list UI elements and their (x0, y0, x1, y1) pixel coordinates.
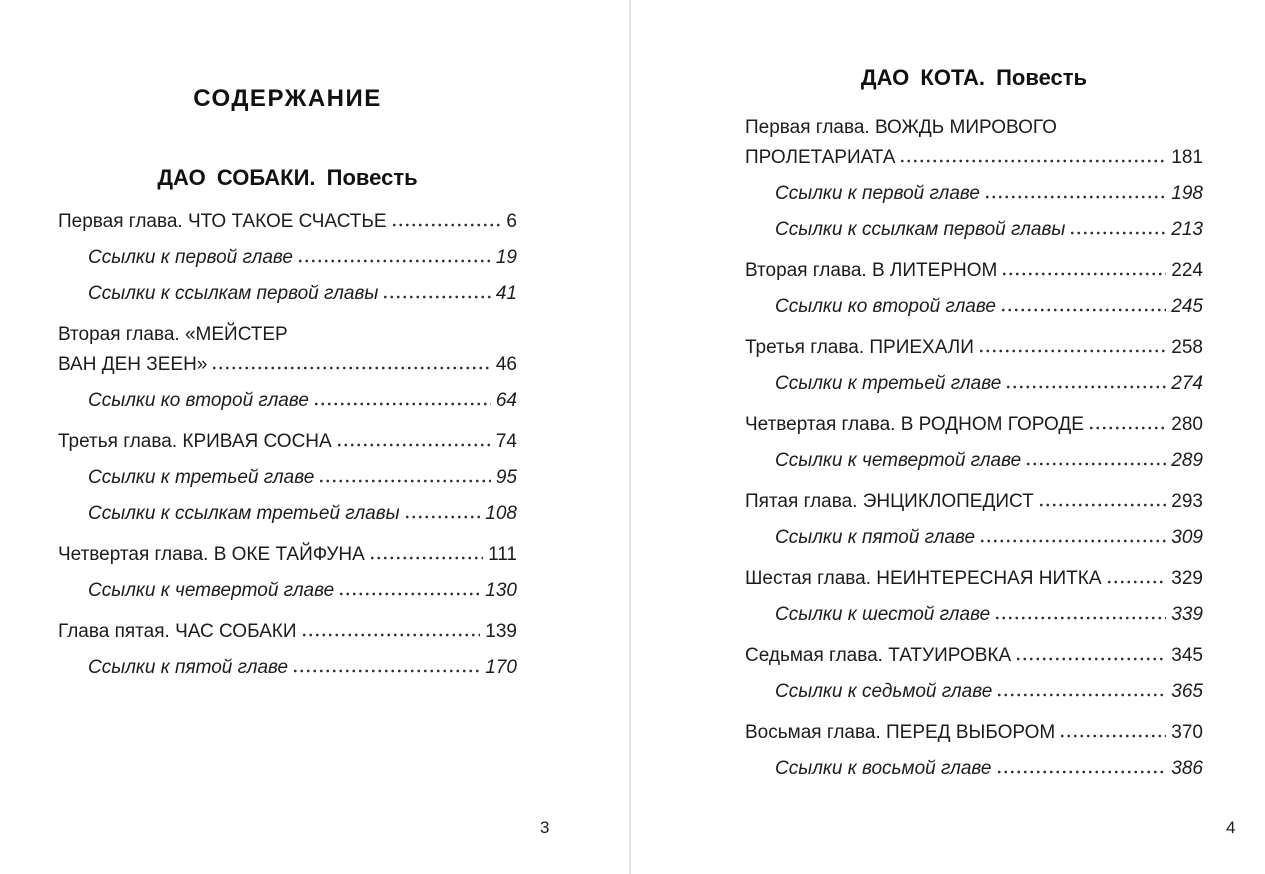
left-section-heading: ДАО СОБАКИ. Повесть (157, 165, 418, 190)
chapter-label: Пятая глава. ЭНЦИКЛОПЕДИСТ (745, 491, 1034, 512)
ref-label: Ссылки к третьей главе (88, 467, 315, 488)
left-page (58, 0, 517, 683)
entry-page-number: 74 (495, 431, 517, 452)
toc-ref-entry (58, 653, 517, 683)
dot-leader (996, 693, 1166, 697)
chapter-label: Четвертая глава. В ОКЕ ТАЙФУНА (58, 544, 365, 565)
dot-leader (1001, 272, 1166, 276)
entry-page-number: 386 (1171, 758, 1203, 779)
dot-leader (338, 592, 480, 596)
toc-chapter-entry (745, 718, 1203, 748)
dot-leader (1038, 503, 1167, 507)
ref-label: Ссылки ко второй главе (775, 296, 996, 317)
dot-leader (1106, 580, 1167, 584)
toc-chapter-entry (745, 113, 1203, 173)
ref-label: Ссылки ко второй главе (88, 390, 309, 411)
dot-leader (313, 402, 491, 406)
toc-ref-entry (745, 446, 1203, 476)
entry-page-number: 6 (506, 211, 517, 232)
dot-leader (369, 556, 483, 560)
entry-page-number: 224 (1171, 260, 1203, 281)
dot-leader (1069, 231, 1166, 235)
entry-page-number: 41 (495, 283, 517, 304)
entry-page-number: 280 (1171, 414, 1203, 435)
entry-page-number: 213 (1171, 219, 1203, 240)
ref-label: Ссылки к первой главе (775, 183, 980, 204)
toc-ref-entry (58, 279, 517, 309)
entry-page-number: 274 (1171, 373, 1203, 394)
ref-label: Ссылки к ссылкам третьей главы (88, 503, 400, 524)
toc-ref-entry (58, 386, 517, 416)
toc-ref-entry (745, 369, 1203, 399)
chapter-line2 (745, 143, 1203, 173)
dot-leader (1005, 385, 1166, 389)
toc-ref-entry (745, 215, 1203, 245)
dot-leader (336, 443, 491, 447)
toc-title: СОДЕРЖАНИЕ (193, 85, 382, 112)
entry-page-number: 130 (485, 580, 517, 601)
entry-page-number: 139 (485, 621, 517, 642)
entry-page-number: 370 (1171, 722, 1203, 743)
ref-label: Ссылки к ссылкам первой главы (775, 219, 1066, 240)
page-number-right: 4 (1226, 818, 1236, 837)
toc-chapter-entry (745, 410, 1203, 440)
chapter-line2 (58, 350, 517, 380)
toc-chapter-entry (745, 333, 1203, 363)
left-toc-entries (58, 207, 517, 683)
entry-page-number: 95 (495, 467, 517, 488)
dot-leader (382, 295, 490, 299)
ref-label: Ссылки к третьей главе (775, 373, 1002, 394)
dot-leader (979, 539, 1166, 543)
chapter-label-line1: Вторая глава. «МЕЙСТЕР (58, 324, 288, 345)
chapter-label: Четвертая глава. В РОДНОМ ГОРОДЕ (745, 414, 1084, 435)
page-divider (629, 0, 631, 874)
dot-leader (318, 479, 491, 483)
ref-label: Ссылки к четвертой главе (775, 450, 1022, 471)
chapter-label-line1: Первая глава. ВОЖДЬ МИРОВОГО (745, 117, 1057, 138)
toc-chapter-entry (58, 320, 517, 380)
toc-ref-entry (745, 292, 1203, 322)
toc-ref-entry (745, 179, 1203, 209)
dot-leader (978, 349, 1166, 353)
entry-page-number: 293 (1171, 491, 1203, 512)
toc-ref-entry (58, 243, 517, 273)
chapter-label: Первая глава. ЧТО ТАКОЕ СЧАСТЬЕ (58, 211, 387, 232)
chapter-label-line2: ВАН ДЕН ЗЕЕН» (58, 354, 208, 375)
toc-chapter-entry (745, 564, 1203, 594)
dot-leader (1015, 657, 1166, 661)
entry-page-number: 108 (485, 503, 517, 524)
ref-label: Ссылки к ссылкам первой главы (88, 283, 379, 304)
dot-leader (1088, 426, 1166, 430)
dot-leader (899, 159, 1166, 163)
entry-page-number: 309 (1171, 527, 1203, 548)
dot-leader (1025, 462, 1166, 466)
toc-ref-entry (745, 523, 1203, 553)
toc-ref-entry (58, 576, 517, 606)
ref-label: Ссылки к четвертой главе (88, 580, 335, 601)
chapter-label: Вторая глава. В ЛИТЕРНОМ (745, 260, 998, 281)
chapter-label: Третья глава. ПРИЕХАЛИ (745, 337, 974, 358)
toc-chapter-entry (745, 487, 1203, 517)
page-number-left: 3 (540, 818, 550, 837)
chapter-label: Глава пятая. ЧАС СОБАКИ (58, 621, 297, 642)
toc-chapter-entry (58, 617, 517, 647)
entry-page-number: 198 (1171, 183, 1203, 204)
chapter-label: Шестая глава. НЕИНТЕРЕСНАЯ НИТКА (745, 568, 1102, 589)
ref-label: Ссылки к пятой главе (88, 657, 289, 678)
dot-leader (292, 669, 480, 673)
entry-page-number: 289 (1171, 450, 1203, 471)
entry-page-number: 339 (1171, 604, 1203, 625)
chapter-label: Третья глава. КРИВАЯ СОСНА (58, 431, 332, 452)
toc-chapter-entry (58, 207, 517, 237)
ref-label: Ссылки к первой главе (88, 247, 293, 268)
dot-leader (994, 616, 1166, 620)
ref-label: Ссылки к седьмой главе (775, 681, 993, 702)
chapter-label-line2: ПРОЛЕТАРИАТА (745, 147, 896, 168)
toc-ref-entry (58, 499, 517, 529)
dot-leader (301, 633, 481, 637)
dot-leader (1059, 734, 1166, 738)
dot-leader (996, 770, 1167, 774)
entry-page-number: 46 (495, 354, 517, 375)
entry-page-number: 329 (1171, 568, 1203, 589)
entry-page-number: 365 (1171, 681, 1203, 702)
toc-chapter-entry (58, 427, 517, 457)
entry-page-number: 170 (485, 657, 517, 678)
chapter-label: Восьмая глава. ПЕРЕД ВЫБОРОМ (745, 722, 1056, 743)
toc-chapter-entry (58, 540, 517, 570)
toc-ref-entry (58, 463, 517, 493)
entry-page-number: 111 (488, 544, 517, 565)
entry-page-number: 258 (1171, 337, 1203, 358)
dot-leader (391, 223, 502, 227)
entry-page-number: 64 (495, 390, 517, 411)
right-section-heading: ДАО КОТА. Повесть (860, 65, 1088, 90)
toc-ref-entry (745, 754, 1203, 784)
dot-leader (297, 259, 491, 263)
entry-page-number: 19 (495, 247, 517, 268)
ref-label: Ссылки к пятой главе (775, 527, 976, 548)
dot-leader (1000, 308, 1166, 312)
entry-page-number: 245 (1171, 296, 1203, 317)
ref-label: Ссылки к восьмой главе (775, 758, 992, 779)
toc-ref-entry (745, 677, 1203, 707)
entry-page-number: 345 (1171, 645, 1203, 666)
chapter-label: Седьмая глава. ТАТУИРОВКА (745, 645, 1012, 666)
entry-page-number: 181 (1171, 147, 1203, 168)
dot-leader (404, 515, 481, 519)
toc-chapter-entry (745, 256, 1203, 286)
ref-label: Ссылки к шестой главе (775, 604, 991, 625)
right-page (745, 0, 1203, 784)
dot-leader (984, 195, 1166, 199)
toc-chapter-entry (745, 641, 1203, 671)
toc-ref-entry (745, 600, 1203, 630)
right-toc-entries (745, 113, 1203, 784)
dot-leader (211, 366, 490, 370)
